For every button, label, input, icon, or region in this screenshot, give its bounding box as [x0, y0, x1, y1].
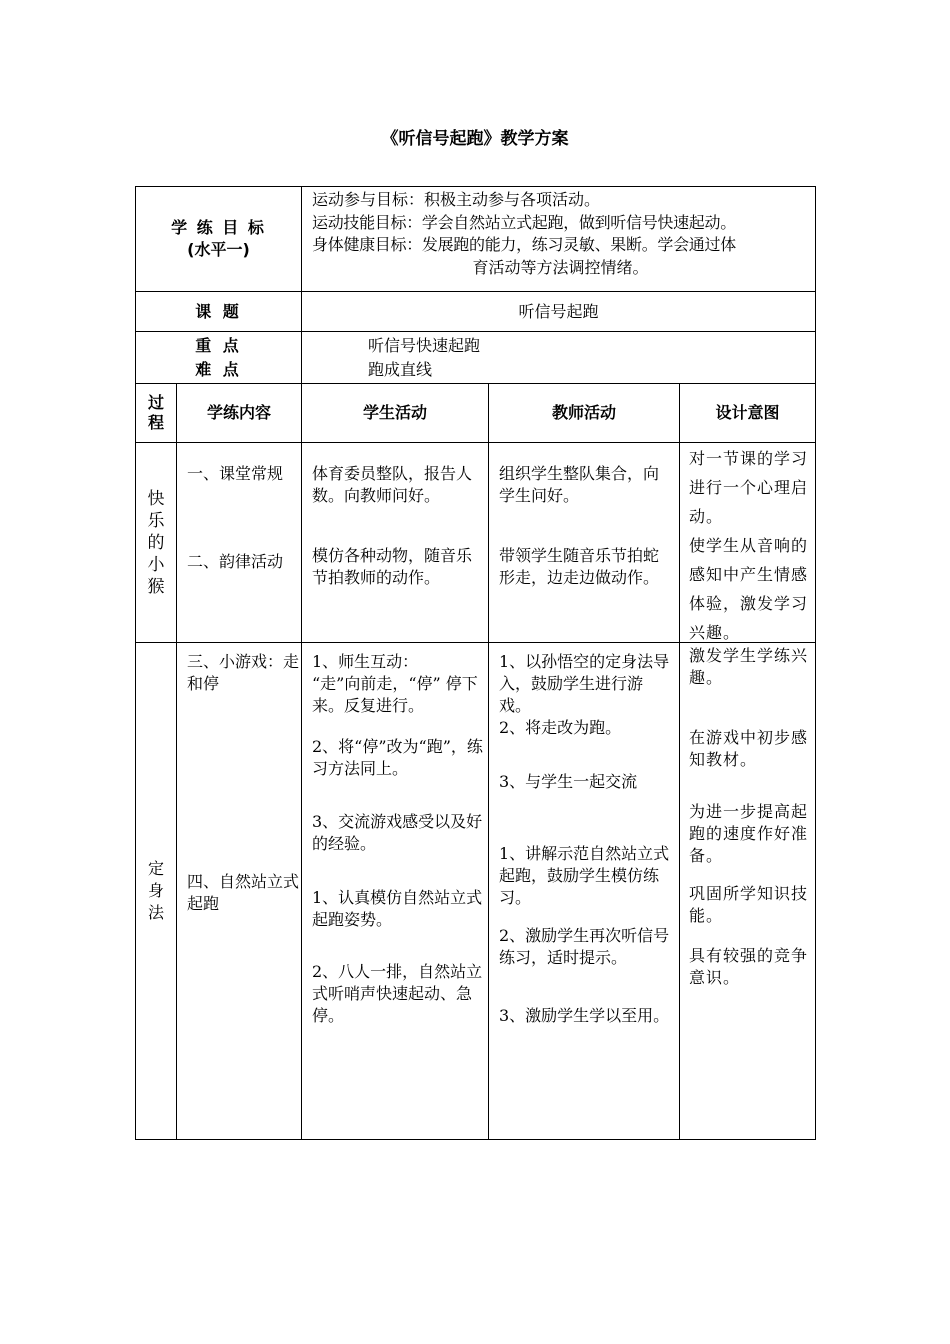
objective-health: 身体健康目标：发展跑的能力，练习灵敏、果断。学会通过体: [312, 235, 736, 254]
header-process-text: 过程: [147, 393, 164, 432]
section2-content-cell: [177, 643, 302, 1140]
section2-teacher-5: 2、激励学生再次听信号练习，适时提示。: [499, 926, 670, 967]
section1-student-1: 体育委员整队，报告人数。向教师问好。: [312, 464, 473, 505]
lesson-plan-table: [135, 186, 816, 1140]
section2-process-cell: [136, 643, 177, 1140]
section2-intent-1: 激发学生学练兴趣。: [689, 646, 809, 687]
section1-intent-1: 对一节课的学习进行一个心理启动。: [689, 449, 809, 526]
section2-intent-5: 具有较强的竞争意识。: [689, 946, 809, 987]
section2-student-3: 2、将“停”改为“跑”，练习方法同上。: [312, 737, 483, 778]
section2-process: 定身法: [147, 859, 164, 922]
header-process: [136, 384, 177, 443]
section2-teacher-1: 1、以孙悟空的定身法导入，鼓励学生进行游戏。: [499, 652, 670, 715]
section2-teacher-6: 3、激励学生学以至用。: [499, 1006, 670, 1025]
section1-intent-cell: [680, 443, 816, 643]
section1-intent-2: 使学生从音响的感知中产生情感体验，激发学习兴趣。: [689, 536, 809, 642]
difficulty-label: 难 点: [195, 359, 242, 379]
section2-teacher-2: 2、将走改为跑。: [499, 718, 622, 737]
section2-intent-4: 巩固所学知识技能。: [689, 884, 809, 925]
section1-process: 快乐的小猴: [147, 488, 165, 597]
objectives-level: (水平一): [187, 240, 250, 259]
section2-teacher-cell: [489, 643, 680, 1140]
section1-teacher-2: 带领学生随音乐节拍蛇形走，边走边做动作。: [499, 546, 660, 587]
objectives-cell: [302, 187, 816, 292]
section1-content-2: 二、韵律活动: [187, 552, 284, 571]
topic-value: 听信号起跑: [302, 292, 816, 332]
difficulty-value: 跑成直线: [368, 359, 433, 379]
section2-student-6: 2、八人一排，自然站立式听哨声快速起动、急停。: [312, 962, 483, 1025]
key-point-value: 听信号快速起跑: [368, 335, 481, 355]
section1-process-cell: [136, 443, 177, 643]
objective-participation: 运动参与目标：积极主动参与各项活动。: [312, 190, 601, 209]
section2-content-2: 四、自然站立式起跑: [187, 872, 300, 913]
header-intent: 设计意图: [680, 384, 816, 443]
section2-student-cell: [302, 643, 489, 1140]
section2-intent-2: 在游戏中初步感知教材。: [689, 728, 809, 769]
key-label-cell: [136, 332, 302, 384]
section2-teacher-4: 1、讲解示范自然站立式起跑，鼓励学生模仿练习。: [499, 844, 670, 907]
objectives-label: 学 练 目 标: [171, 218, 266, 237]
objectives-label-cell: [136, 187, 302, 292]
header-student: 学生活动: [302, 384, 489, 443]
key-point-label: 重 点: [195, 335, 242, 355]
objective-health-cont: 育活动等方法调控情绪。: [472, 257, 649, 277]
section1-student-2: 模仿各种动物，随音乐节拍教师的动作。: [312, 546, 473, 587]
section1-teacher-1: 组织学生整队集合，向学生问好。: [499, 464, 660, 505]
objective-skill: 运动技能目标：学会自然站立式起跑，做到听信号快速起动。: [312, 212, 736, 232]
section1-content-cell: [177, 443, 302, 643]
section2-student-4: 3、交流游戏感受以及好的经验。: [312, 812, 483, 853]
section1-student-cell: [302, 443, 489, 643]
topic-label: 课 题: [136, 292, 302, 332]
section2-student-1: 1、师生互动：: [312, 652, 419, 671]
section2-teacher-3: 3、与学生一起交流: [499, 772, 638, 791]
document-title: 《听信号起跑》教学方案: [381, 129, 569, 149]
section2-content-1: 三、小游戏：走和停: [187, 652, 300, 693]
header-content: 学练内容: [177, 384, 302, 443]
section2-intent-cell: [680, 643, 816, 1140]
section2-student-5: 1、认真模仿自然站立式起跑姿势。: [312, 888, 483, 929]
section2-intent-3: 为进一步提高起跑的速度作好准备。: [689, 802, 809, 865]
section1-teacher-cell: [489, 443, 680, 643]
section1-content-1: 一、课堂常规: [187, 464, 284, 483]
header-teacher: 教师活动: [489, 384, 680, 443]
key-value-cell: [302, 332, 816, 384]
section2-student-2: “走”向前走，“停” 停下来。反复进行。: [312, 674, 478, 715]
